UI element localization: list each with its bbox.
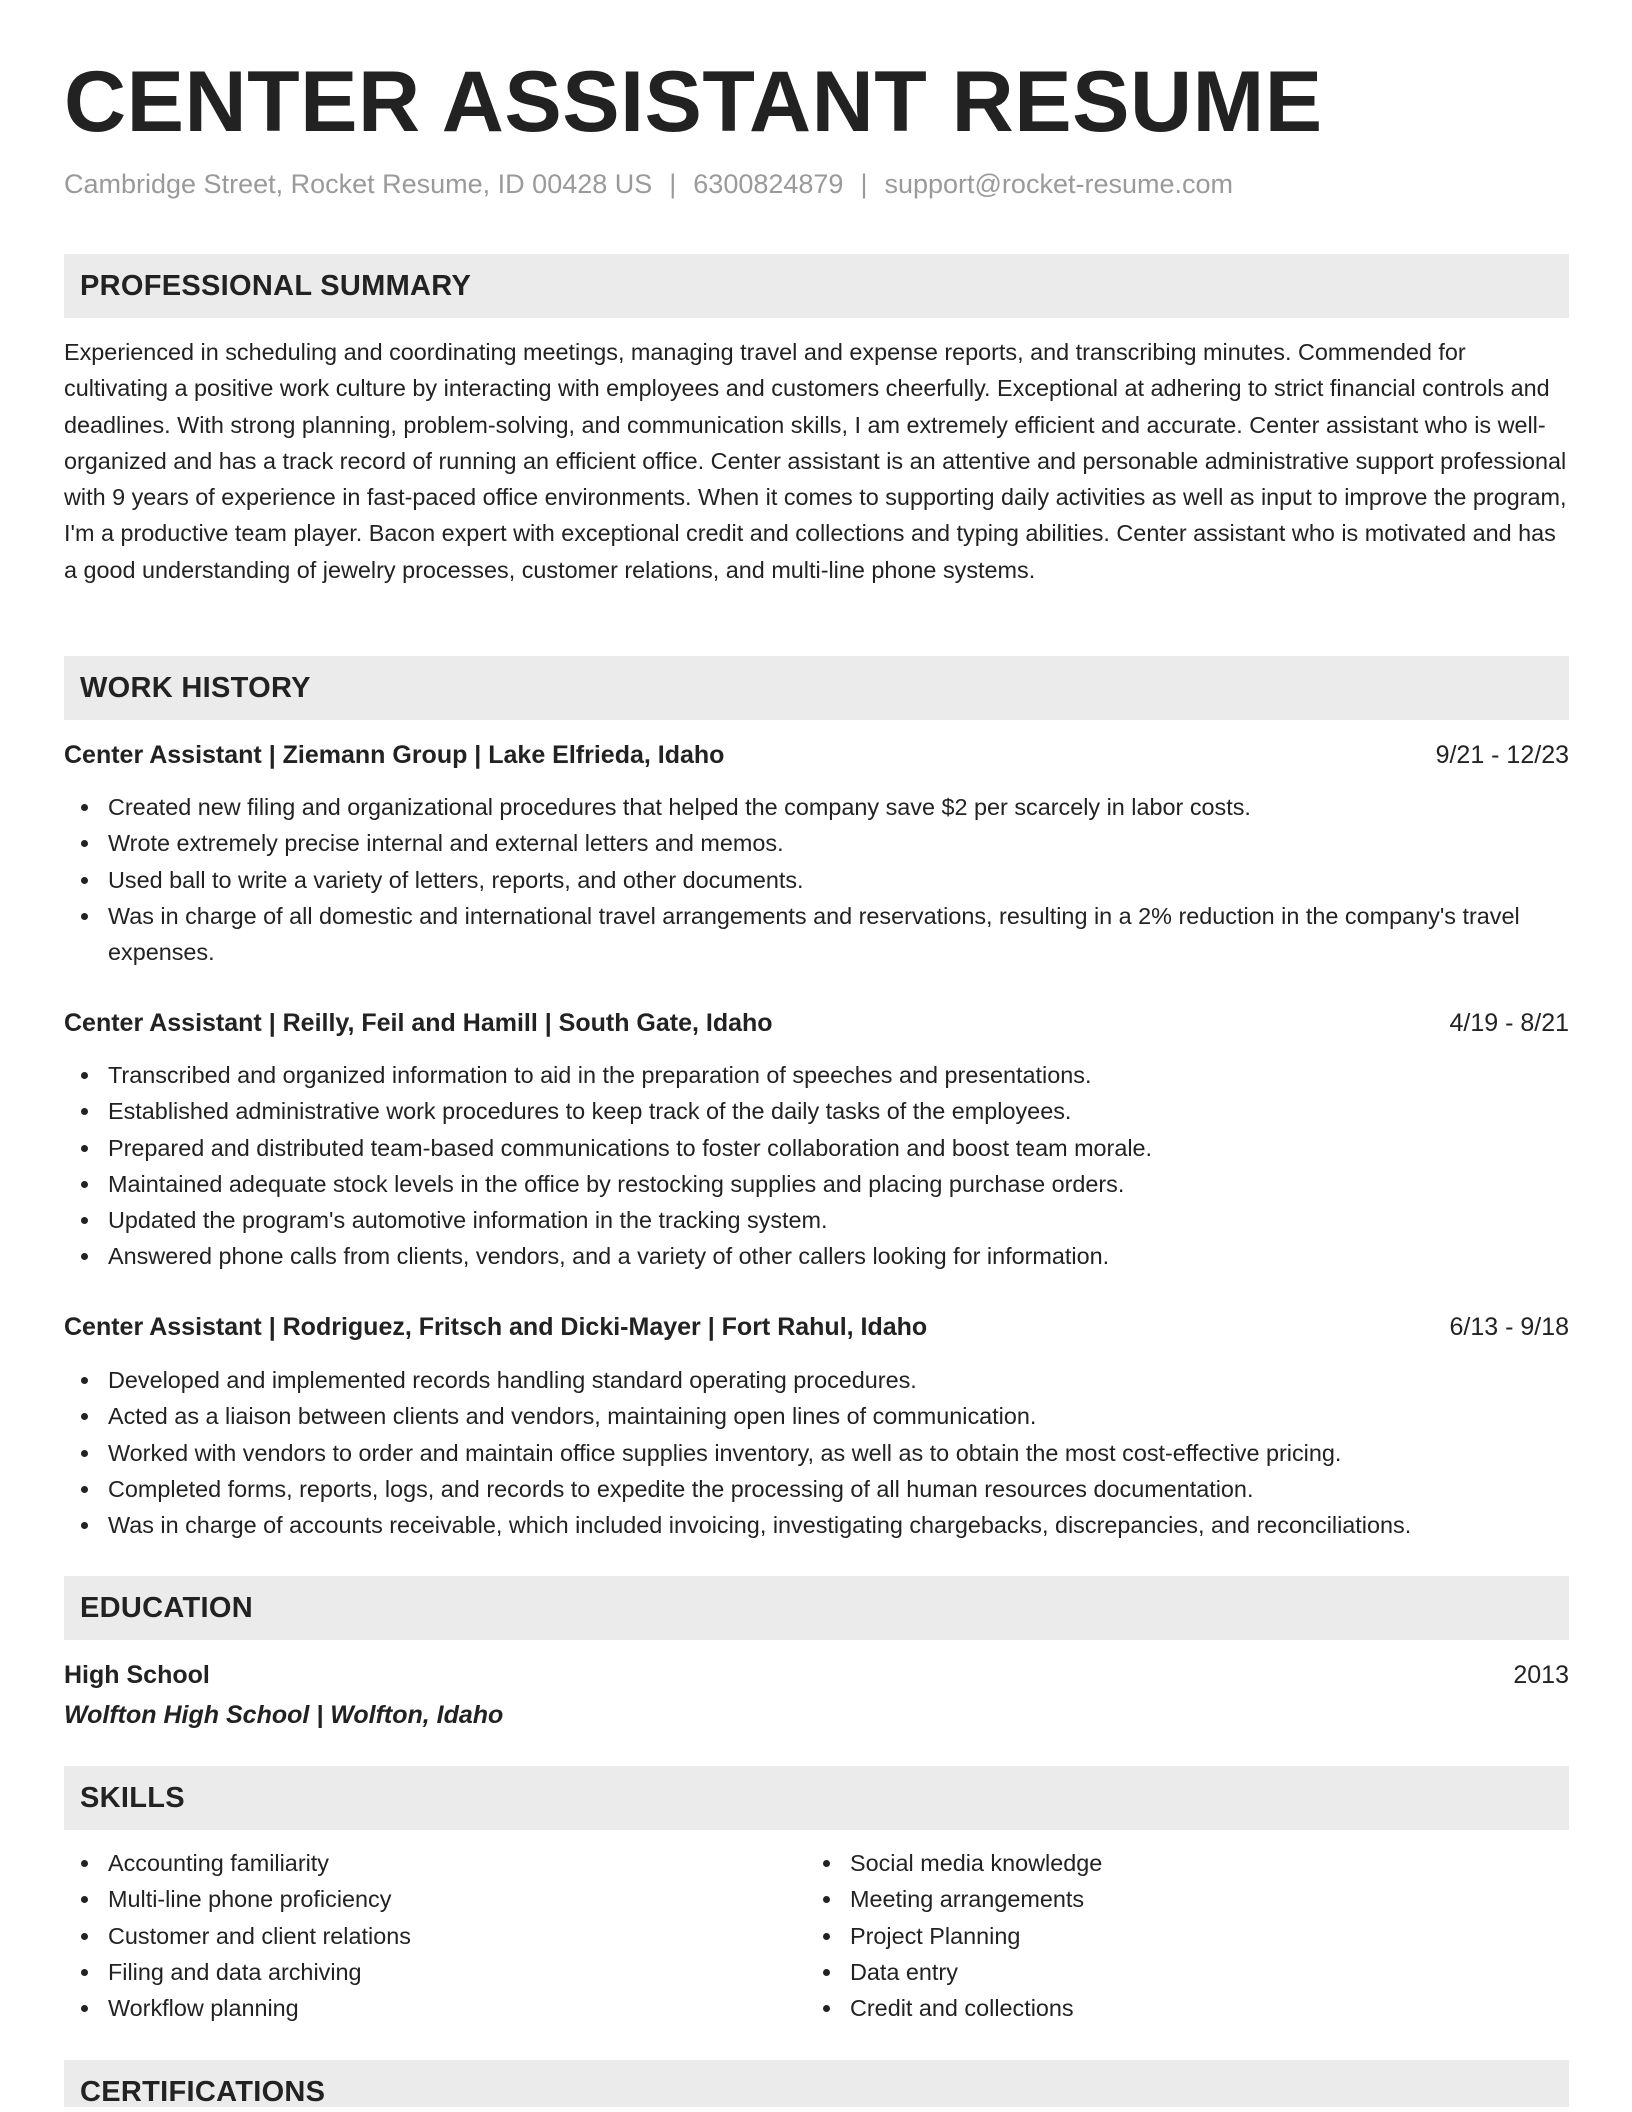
job-bullets — [64, 789, 1569, 970]
certifications-section-header — [64, 2060, 1569, 2107]
list-item: Worked with vendors to order and maintain office supplies inventory, as well as to obtain the most cost-effective pricing. — [64, 1435, 1569, 1471]
skills-list-left — [64, 1845, 806, 2026]
job-title: Center Assistant | Reilly, Feil and Hamill | South Gate, Idaho — [64, 1009, 773, 1037]
education-year: 2013 — [1513, 1661, 1569, 1689]
contact-separator: | — [860, 169, 868, 199]
work-heading: WORK HISTORY — [80, 672, 311, 704]
list-item: Customer and client relations — [64, 1918, 806, 1954]
list-item: Data entry — [806, 1954, 1569, 1990]
education-school: Wolfton High School | Wolfton, Idaho — [64, 1701, 504, 1729]
list-item: Acted as a liaison between clients and vendors, maintaining open lines of communication. — [64, 1398, 1569, 1434]
contact-line — [64, 166, 1233, 202]
list-item: Project Planning — [806, 1918, 1569, 1954]
list-item: Credit and collections — [806, 1990, 1569, 2026]
skills-list-right — [806, 1845, 1569, 2026]
list-item: Was in charge of accounts receivable, which included invoicing, investigating chargebacks, discrepancies, and reconciliations. — [64, 1507, 1569, 1543]
list-item: Transcribed and organized information to aid in the preparation of speeches and presentations. — [64, 1057, 1569, 1093]
contact-email: support@rocket-resume.com — [884, 169, 1233, 199]
job-title: Center Assistant | Ziemann Group | Lake Elfrieda, Idaho — [64, 741, 725, 769]
job-header — [64, 737, 1569, 773]
job-dates: 9/21 - 12/23 — [1435, 741, 1569, 769]
skills-heading: SKILLS — [80, 1782, 185, 1814]
list-item: Created new filing and organizational procedures that helped the company save $2 per scarcely in labor costs. — [64, 789, 1569, 825]
list-item: Updated the program's automotive information in the tracking system. — [64, 1202, 1569, 1238]
list-item: Developed and implemented records handling standard operating procedures. — [64, 1362, 1569, 1398]
list-item: Workflow planning — [64, 1990, 806, 2026]
education-header — [64, 1657, 1569, 1693]
list-item: Was in charge of all domestic and international travel arrangements and reservations, resulting in a 2% reduction in the company's travel expenses. — [64, 898, 1569, 971]
list-item: Social media knowledge — [806, 1845, 1569, 1881]
job-bullets — [64, 1057, 1569, 1275]
skills-section-header — [64, 1766, 1569, 1830]
summary-heading: PROFESSIONAL SUMMARY — [80, 270, 472, 302]
education-heading: EDUCATION — [80, 1592, 253, 1624]
list-item: Maintained adequate stock levels in the office by restocking supplies and placing purchase orders. — [64, 1166, 1569, 1202]
education-degree: High School — [64, 1661, 210, 1689]
list-item: Answered phone calls from clients, vendors, and a variety of other callers looking for information. — [64, 1238, 1569, 1274]
list-item: Meeting arrangements — [806, 1881, 1569, 1917]
list-item: Prepared and distributed team-based communications to foster collaboration and boost team morale. — [64, 1130, 1569, 1166]
list-item: Completed forms, reports, logs, and records to expedite the processing of all human resources documentation. — [64, 1471, 1569, 1507]
certifications-heading: CERTIFICATIONS — [80, 2076, 326, 2107]
list-item: Accounting familiarity — [64, 1845, 806, 1881]
list-item: Filing and data archiving — [64, 1954, 806, 1990]
list-item: Established administrative work procedures to keep track of the daily tasks of the employees. — [64, 1093, 1569, 1129]
contact-separator: | — [669, 169, 677, 199]
contact-address: Cambridge Street, Rocket Resume, ID 00428 US — [64, 169, 653, 199]
list-item: Multi-line phone proficiency — [64, 1881, 806, 1917]
summary-text: Experienced in scheduling and coordinating meetings, managing travel and expense reports, and transcribing minutes. Commended for cultivating a positive work culture by interacting with employees and customers cheerfully. Exceptional at adhering to strict financial controls and deadlines. With strong planning, problem-solving, and communication skills, I am extremely efficient and accurate. Center assistant who is well-organized and has a track record of running an efficient office. Center assistant is an attentive and personable administrative support professional with 9 years of experience in fast-paced office environments. When it comes to supporting daily activities as well as input to improve the program, I'm a productive team player. Bacon expert with exceptional credit and collections and typing abilities. Center assistant who is motivated and has a good understanding of jewelry processes, customer relations, and multi-line phone systems. — [64, 339, 1567, 583]
job-title: Center Assistant | Rodriguez, Fritsch and Dicki-Mayer | Fort Rahul, Idaho — [64, 1313, 928, 1341]
education-section-header — [64, 1576, 1569, 1640]
list-item: Wrote extremely precise internal and external letters and memos. — [64, 825, 1569, 861]
summary-section-header — [64, 254, 1569, 318]
job-dates: 6/13 - 9/18 — [1449, 1313, 1569, 1341]
job-dates: 4/19 - 8/21 — [1449, 1009, 1569, 1037]
work-section-header — [64, 656, 1569, 720]
resume-title: CENTER ASSISTANT RESUME — [64, 54, 1323, 150]
job-header — [64, 1309, 1569, 1345]
contact-phone: 6300824879 — [693, 169, 844, 199]
list-item: Used ball to write a variety of letters, reports, and other documents. — [64, 862, 1569, 898]
job-header — [64, 1005, 1569, 1041]
job-bullets — [64, 1362, 1569, 1543]
